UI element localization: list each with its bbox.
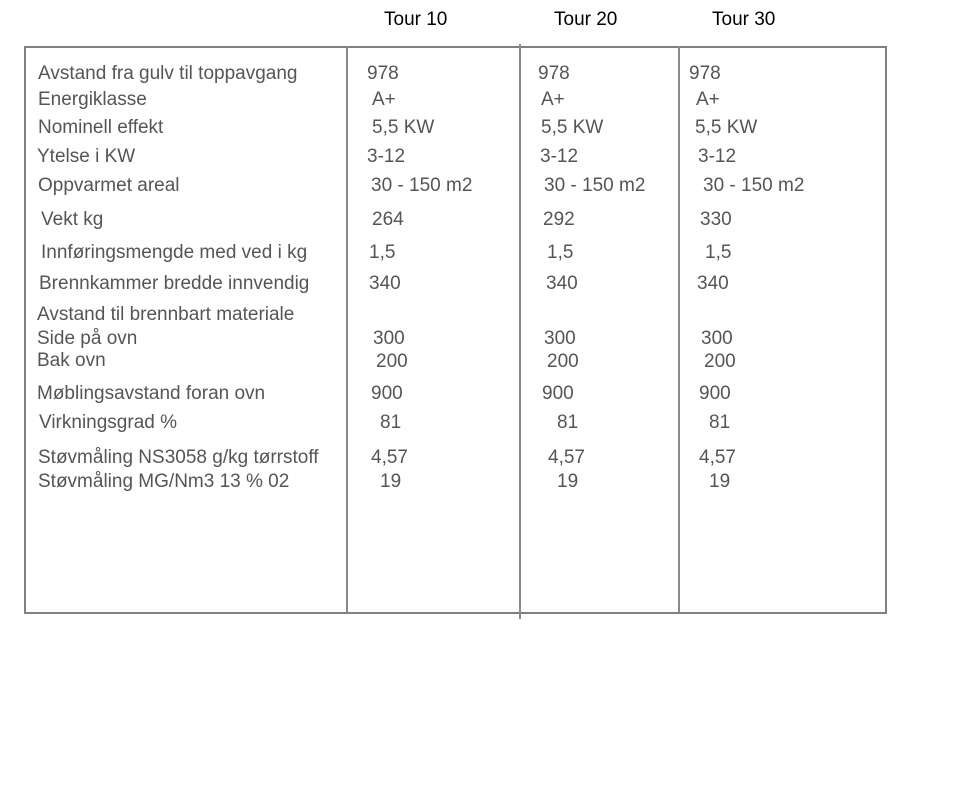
row-value-tour-30: 81 (709, 412, 731, 433)
column-divider-3 (678, 46, 680, 612)
row-label: Virkningsgrad % (39, 412, 178, 433)
row-label: Støvmåling NS3058 g/kg tørrstoff (38, 447, 319, 468)
row-value-tour-10: 1,5 (369, 242, 396, 263)
row-value-tour-30: 4,57 (699, 447, 736, 468)
row-value-tour-10: 4,57 (371, 447, 408, 468)
row-value-tour-20: 1,5 (547, 242, 574, 263)
row-label: Energiklasse (38, 89, 147, 110)
row-value-tour-10: 3-12 (367, 146, 406, 167)
row-value-tour-10: 81 (380, 412, 402, 433)
row-value-tour-10: 264 (372, 209, 404, 230)
row-value-tour-30: 978 (689, 63, 721, 84)
row-label: Avstand fra gulv til toppavgang (38, 63, 298, 84)
row-value-tour-10: 30 - 150 m2 (371, 175, 473, 196)
row-label: Møblingsavstand foran ovn (37, 383, 266, 404)
row-label: Innføringsmengde med ved i kg (41, 242, 308, 263)
row-label: Støvmåling MG/Nm3 13 % 02 (38, 471, 290, 492)
row-value-tour-20: 3-12 (540, 146, 579, 167)
row-value-tour-10: 19 (380, 471, 402, 492)
row-value-tour-10: 340 (369, 273, 401, 294)
row-value-tour-10: A+ (372, 89, 396, 110)
row-label: Ytelse i KW (37, 146, 136, 167)
row-value-tour-30: 340 (697, 273, 729, 294)
row-value-tour-30: 3-12 (698, 146, 737, 167)
row-value-tour-20: 978 (538, 63, 570, 84)
row-value-tour-30: A+ (696, 89, 720, 110)
row-label: Vekt kg (41, 209, 104, 230)
row-label: Bak ovn (37, 350, 106, 371)
row-value-tour-20: 200 (547, 351, 579, 372)
row-value-tour-30: 330 (700, 209, 732, 230)
row-label: Brennkammer bredde innvendig (39, 273, 310, 294)
row-value-tour-20: 4,57 (548, 447, 585, 468)
row-value-tour-10: 978 (367, 63, 399, 84)
row-label: Side på ovn (37, 328, 138, 349)
column-header-tour-10: Tour 10 (384, 9, 448, 30)
row-value-tour-20: 5,5 KW (541, 117, 604, 138)
row-value-tour-10: 300 (373, 328, 405, 349)
row-value-tour-30: 300 (701, 328, 733, 349)
row-value-tour-20: 30 - 150 m2 (544, 175, 646, 196)
row-label: Nominell effekt (38, 117, 164, 138)
row-value-tour-10: 200 (376, 351, 408, 372)
row-value-tour-20: 900 (542, 383, 574, 404)
row-label: Oppvarmet areal (38, 175, 180, 196)
row-value-tour-30: 19 (709, 471, 731, 492)
column-header-tour-20: Tour 20 (554, 9, 618, 30)
row-value-tour-30: 1,5 (705, 242, 732, 263)
row-value-tour-20: 81 (557, 412, 579, 433)
row-value-tour-20: A+ (541, 89, 565, 110)
row-value-tour-20: 292 (543, 209, 575, 230)
column-divider-2 (519, 44, 521, 619)
row-value-tour-30: 5,5 KW (695, 117, 758, 138)
row-value-tour-20: 19 (557, 471, 579, 492)
row-value-tour-20: 300 (544, 328, 576, 349)
column-divider-1 (346, 46, 348, 612)
row-value-tour-30: 200 (704, 351, 736, 372)
column-header-tour-30: Tour 30 (712, 9, 776, 30)
row-value-tour-10: 900 (371, 383, 403, 404)
row-label-section: Avstand til brennbart materiale (37, 304, 295, 325)
row-value-tour-30: 900 (699, 383, 731, 404)
row-value-tour-10: 5,5 KW (372, 117, 435, 138)
row-value-tour-20: 340 (546, 273, 578, 294)
row-value-tour-30: 30 - 150 m2 (703, 175, 805, 196)
